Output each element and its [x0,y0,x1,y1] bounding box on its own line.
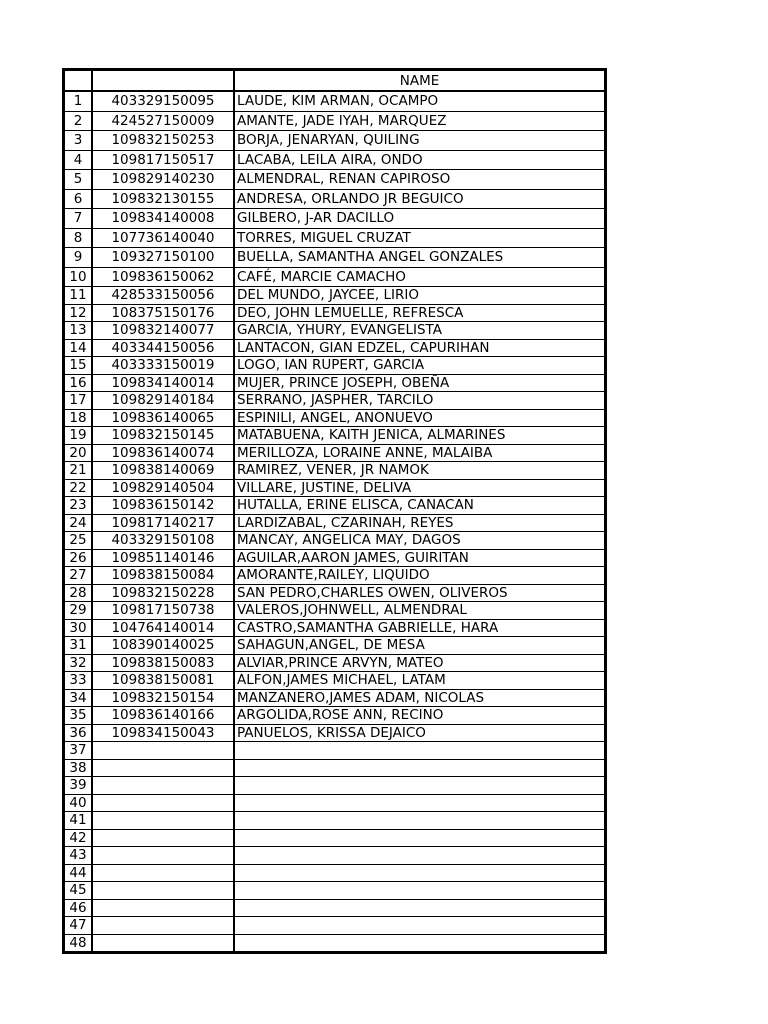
row-number-cell: 24 [65,514,93,532]
table-row [65,934,605,952]
row-number-cell: 39 [65,777,93,795]
student-id-cell: 424527150009 [92,111,234,131]
table-row [65,462,605,480]
row-number-cell: 44 [65,864,93,882]
student-id-cell: 108390140025 [92,637,234,655]
student-id-cell: 109832150228 [92,584,234,602]
row-number-cell: 20 [65,444,93,462]
row-number-cell: 43 [65,847,93,865]
row-number-cell: 35 [65,707,93,725]
table-row [65,567,605,585]
table-row [65,777,605,795]
student-name-cell: ALFON,JAMES MICHAEL, LATAM [234,672,605,690]
student-name-cell: CASTRO,SAMANTHA GABRIELLE, HARA [234,619,605,637]
student-id-cell [92,812,234,830]
row-number-cell: 23 [65,497,93,515]
student-name-cell [234,742,605,760]
table-row [65,742,605,760]
table-row [65,287,605,305]
row-number-cell: 13 [65,322,93,340]
row-number-cell: 31 [65,637,93,655]
row-number-cell: 8 [65,228,93,248]
student-id-cell: 109838150081 [92,672,234,690]
student-id-cell [92,847,234,865]
table-row [65,794,605,812]
table-row [65,409,605,427]
table-row [65,514,605,532]
header-row [65,71,605,92]
student-id-cell: 109829140504 [92,479,234,497]
student-id-cell: 109834150043 [92,724,234,742]
student-id-cell: 109838150083 [92,654,234,672]
table-row [65,724,605,742]
table-row [65,357,605,375]
student-id-cell: 108375150176 [92,304,234,322]
row-number-cell: 16 [65,374,93,392]
student-id-cell: 403344150056 [92,339,234,357]
row-number-cell: 22 [65,479,93,497]
row-number-cell: 21 [65,462,93,480]
table-row [65,847,605,865]
student-table [64,70,605,952]
table-row [65,602,605,620]
table-row [65,91,605,111]
table-row [65,637,605,655]
student-name-cell: LACABA, LEILA AIRA, ONDO [234,150,605,170]
student-id-cell: 109836150142 [92,497,234,515]
student-name-cell: LARDIZABAL, CZARINAH, REYES [234,514,605,532]
student-name-cell [234,899,605,917]
table-row [65,899,605,917]
table-row [65,131,605,151]
row-number-cell: 36 [65,724,93,742]
student-name-cell [234,864,605,882]
student-id-cell: 109829140184 [92,392,234,410]
table-row [65,111,605,131]
student-id-cell [92,794,234,812]
student-name-cell [234,794,605,812]
student-name-cell [234,759,605,777]
student-name-cell: SERRANO, JASPHER, TARCILO [234,392,605,410]
table-row [65,392,605,410]
row-number-cell: 10 [65,267,93,287]
student-name-cell: ANDRESA, ORLANDO JR BEGUICO [234,189,605,209]
student-list-sheet [62,68,607,954]
row-number-cell: 9 [65,248,93,268]
student-id-cell: 109817140217 [92,514,234,532]
student-id-cell [92,777,234,795]
table-row [65,549,605,567]
table-row [65,209,605,229]
student-id-cell: 109838140069 [92,462,234,480]
row-number-cell: 40 [65,794,93,812]
table-row [65,322,605,340]
student-id-cell [92,742,234,760]
row-number-cell: 18 [65,409,93,427]
student-name-cell: AMANTE, JADE IYAH, MARQUEZ [234,111,605,131]
row-number-cell: 48 [65,934,93,952]
table-row [65,532,605,550]
row-number-cell: 14 [65,339,93,357]
student-name-cell: RAMIREZ, VENER, JR NAMOK [234,462,605,480]
table-row [65,189,605,209]
student-name-cell: HUTALLA, ERINE ELISCA, CANACAN [234,497,605,515]
table-row [65,267,605,287]
table-row [65,759,605,777]
student-name-cell: MATABUENA, KAITH JENICA, ALMARINES [234,427,605,445]
row-number-cell: 34 [65,689,93,707]
table-row [65,374,605,392]
row-number-cell: 26 [65,549,93,567]
table-row [65,619,605,637]
table-row [65,444,605,462]
student-name-cell: BUELLA, SAMANTHA ANGEL GONZALES [234,248,605,268]
student-id-cell: 109327150100 [92,248,234,268]
student-name-cell [234,847,605,865]
student-name-cell: MUJER, PRINCE JOSEPH, OBEÑA [234,374,605,392]
student-name-cell: MANZANERO,JAMES ADAM, NICOLAS [234,689,605,707]
student-name-cell: LANTACON, GIAN EDZEL, CAPURIHAN [234,339,605,357]
student-id-cell: 109836140065 [92,409,234,427]
student-id-cell: 403333150019 [92,357,234,375]
table-row [65,672,605,690]
table-row [65,882,605,900]
student-id-cell: 109836140166 [92,707,234,725]
student-id-cell: 109834140008 [92,209,234,229]
table-row [65,304,605,322]
table-row [65,427,605,445]
row-number-cell: 33 [65,672,93,690]
row-number-cell: 7 [65,209,93,229]
row-number-cell: 1 [65,91,93,111]
row-number-cell: 42 [65,829,93,847]
header-name-cell: NAME [234,71,605,92]
table-row [65,812,605,830]
student-name-cell: TORRES, MIGUEL CRUZAT [234,228,605,248]
student-id-cell [92,759,234,777]
student-id-cell [92,864,234,882]
student-name-cell: SAN PEDRO,CHARLES OWEN, OLIVEROS [234,584,605,602]
student-id-cell: 109817150738 [92,602,234,620]
table-row [65,707,605,725]
table-row [65,150,605,170]
student-id-cell: 403329150108 [92,532,234,550]
student-name-cell: AMORANTE,RAILEY, LIQUIDO [234,567,605,585]
student-name-cell: VILLARE, JUSTINE, DELIVA [234,479,605,497]
student-id-cell: 109836150062 [92,267,234,287]
student-name-cell: LOGO, IAN RUPERT, GARCIA [234,357,605,375]
student-name-cell: GILBERO, J-AR DACILLO [234,209,605,229]
student-id-cell: 109829140230 [92,170,234,190]
row-number-cell: 19 [65,427,93,445]
student-name-cell: VALEROS,JOHNWELL, ALMENDRAL [234,602,605,620]
student-name-cell: BORJA, JENARYAN, QUILING [234,131,605,151]
table-row [65,497,605,515]
student-name-cell: PANUELOS, KRISSA DEJAICO [234,724,605,742]
student-id-cell [92,829,234,847]
student-id-cell: 107736140040 [92,228,234,248]
student-name-cell [234,829,605,847]
student-name-cell: GARCIA, YHURY, EVANGELISTA [234,322,605,340]
row-number-cell: 2 [65,111,93,131]
row-number-cell: 3 [65,131,93,151]
student-name-cell: ALMENDRAL, RENAN CAPIROSO [234,170,605,190]
student-id-cell: 109832130155 [92,189,234,209]
row-number-cell: 5 [65,170,93,190]
student-name-cell: LAUDE, KIM ARMAN, OCAMPO [234,91,605,111]
student-name-cell [234,812,605,830]
table-row [65,829,605,847]
header-number-cell [65,71,93,92]
row-number-cell: 38 [65,759,93,777]
row-number-cell: 37 [65,742,93,760]
row-number-cell: 12 [65,304,93,322]
student-id-cell: 403329150095 [92,91,234,111]
table-row [65,917,605,935]
table-row [65,228,605,248]
student-id-cell: 109832150145 [92,427,234,445]
table-row [65,654,605,672]
student-id-cell [92,934,234,952]
student-name-cell: ARGOLIDA,ROSE ANN, RECINO [234,707,605,725]
table-row [65,170,605,190]
student-id-cell: 109832140077 [92,322,234,340]
row-number-cell: 29 [65,602,93,620]
row-number-cell: 15 [65,357,93,375]
student-id-cell: 109838150084 [92,567,234,585]
table-row [65,339,605,357]
table-row [65,248,605,268]
row-number-cell: 6 [65,189,93,209]
table-row [65,479,605,497]
student-id-cell [92,882,234,900]
student-name-cell: MERILLOZA, LORAINE ANNE, MALAIBA [234,444,605,462]
student-name-cell: ESPINILI, ANGEL, ANONUEVO [234,409,605,427]
student-name-cell: ALVIAR,PRINCE ARVYN, MATEO [234,654,605,672]
student-name-cell [234,934,605,952]
student-id-cell: 428533150056 [92,287,234,305]
student-name-cell [234,882,605,900]
row-number-cell: 28 [65,584,93,602]
student-id-cell [92,917,234,935]
student-id-cell: 109851140146 [92,549,234,567]
row-number-cell: 46 [65,899,93,917]
row-number-cell: 47 [65,917,93,935]
table-row [65,689,605,707]
row-number-cell: 32 [65,654,93,672]
row-number-cell: 17 [65,392,93,410]
student-name-cell: SAHAGUN,ANGEL, DE MESA [234,637,605,655]
student-name-cell [234,777,605,795]
student-name-cell: DEO, JOHN LEMUELLE, REFRESCA [234,304,605,322]
student-name-cell: AGUILAR,AARON JAMES, GUIRITAN [234,549,605,567]
student-id-cell: 109832150154 [92,689,234,707]
student-name-cell: DEL MUNDO, JAYCEE, LIRIO [234,287,605,305]
student-id-cell: 109817150517 [92,150,234,170]
student-name-cell: CAFÉ, MARCIE CAMACHO [234,267,605,287]
student-id-cell: 109834140014 [92,374,234,392]
row-number-cell: 4 [65,150,93,170]
row-number-cell: 41 [65,812,93,830]
row-number-cell: 30 [65,619,93,637]
row-number-cell: 27 [65,567,93,585]
table-row [65,584,605,602]
row-number-cell: 45 [65,882,93,900]
student-name-cell [234,917,605,935]
student-name-cell: MANCAY, ANGELICA MAY, DAGOS [234,532,605,550]
student-id-cell [92,899,234,917]
table-row [65,864,605,882]
row-number-cell: 25 [65,532,93,550]
row-number-cell: 11 [65,287,93,305]
student-id-cell: 104764140014 [92,619,234,637]
student-id-cell: 109832150253 [92,131,234,151]
header-id-cell [92,71,234,92]
student-id-cell: 109836140074 [92,444,234,462]
